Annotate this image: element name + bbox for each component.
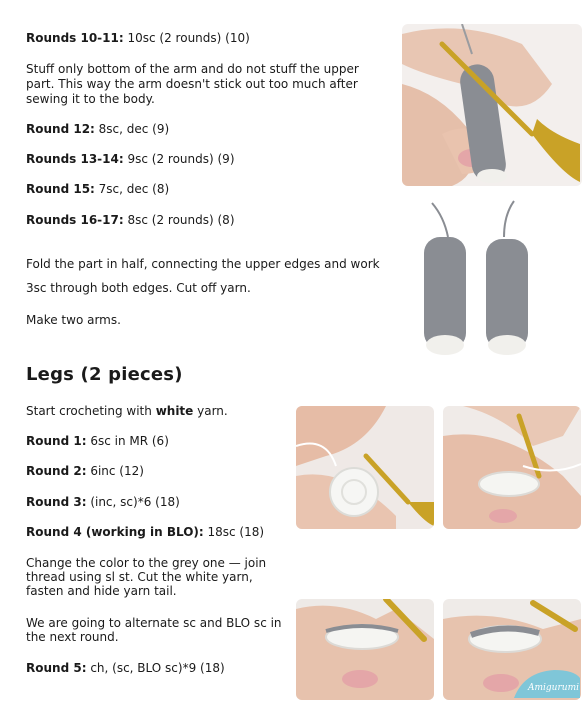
step-round-12 <box>26 122 169 137</box>
step-round-3 <box>26 495 180 510</box>
fold-note-line: 3sc through both edges. Cut off yarn. <box>26 281 251 295</box>
legs-heading: Legs (2 pieces) <box>26 364 183 385</box>
photo-two-arms-image <box>404 197 582 363</box>
photo-grey-joined <box>296 599 434 700</box>
color-note-line: Change the color to the grey one — join <box>26 556 267 570</box>
photo-arm-in-hand-image <box>402 24 582 186</box>
color-note-line: thread using sl st. Cut the white yarn, <box>26 570 253 584</box>
step-label: Round 15: <box>26 182 95 196</box>
step-label: Round 1: <box>26 434 87 448</box>
step-label: Rounds 16-17: <box>26 213 124 227</box>
start-note-before: Start crocheting with <box>26 404 156 418</box>
step-rounds-16-17 <box>26 213 235 228</box>
step-label: Round 3: <box>26 495 87 509</box>
step-round-1 <box>26 434 169 449</box>
step-text: ch, (sc, BLO sc)*9 (18) <box>86 661 225 675</box>
step-text: 8sc, dec (9) <box>94 122 170 136</box>
photo-magic-ring <box>296 406 434 529</box>
step-text: 8sc (2 rounds) (8) <box>123 213 235 227</box>
stuff-note-line: part. This way the arm doesn't stick out too much after <box>26 77 358 91</box>
step-text: (inc, sc)*6 (18) <box>86 495 180 509</box>
step-text: 6inc (12) <box>86 464 144 478</box>
step-label: Round 4 (working in BLO): <box>26 525 204 539</box>
step-label: Rounds 10-11: <box>26 31 124 45</box>
alternate-note <box>26 616 282 644</box>
color-note-line: fasten and hide yarn tail. <box>26 584 177 598</box>
step-rounds-13-14 <box>26 152 235 167</box>
start-note-after: yarn. <box>193 404 228 418</box>
photo-magic-ring-image <box>296 406 434 529</box>
make-note: Make two arms. <box>26 313 121 327</box>
color-note <box>26 556 266 598</box>
alternate-note-line: We are going to alternate sc and BLO sc in <box>26 616 282 630</box>
step-text: 7sc, dec (8) <box>94 182 170 196</box>
stuff-note <box>26 62 359 107</box>
amigurumi-logo <box>514 664 580 698</box>
step-round-2 <box>26 464 144 479</box>
step-label: Round 5: <box>26 661 87 675</box>
step-label: Round 12: <box>26 122 95 136</box>
step-text: 18sc (18) <box>203 525 265 539</box>
fold-note-line: Fold the part in half, connecting the upper edges and work <box>26 257 380 271</box>
step-round-5 <box>26 661 225 676</box>
step-rounds-10-11 <box>26 31 250 46</box>
step-round-4 <box>26 525 264 540</box>
start-note-bold: white <box>155 404 194 418</box>
step-round-15 <box>26 182 169 197</box>
fold-note <box>26 252 380 300</box>
stuff-note-line: Stuff only bottom of the arm and do not stuff the upper <box>26 62 359 76</box>
photo-ring-side <box>443 406 581 529</box>
start-note <box>26 404 228 419</box>
amigurumi-logo-image <box>514 664 580 698</box>
step-text: 6sc in MR (6) <box>86 434 169 448</box>
step-text: 9sc (2 rounds) (9) <box>123 152 235 166</box>
step-text: 10sc (2 rounds) (10) <box>123 31 250 45</box>
logo-text: Amigurumi <box>528 683 579 693</box>
photo-ring-side-image <box>443 406 581 529</box>
photo-two-arms <box>404 197 582 363</box>
photo-grey-joined-image <box>296 599 434 700</box>
step-label: Rounds 13-14: <box>26 152 124 166</box>
step-label: Round 2: <box>26 464 87 478</box>
photo-arm-in-hand <box>402 24 582 186</box>
alternate-note-line: the next round. <box>26 630 119 644</box>
stuff-note-line: sewing it to the body. <box>26 92 155 106</box>
